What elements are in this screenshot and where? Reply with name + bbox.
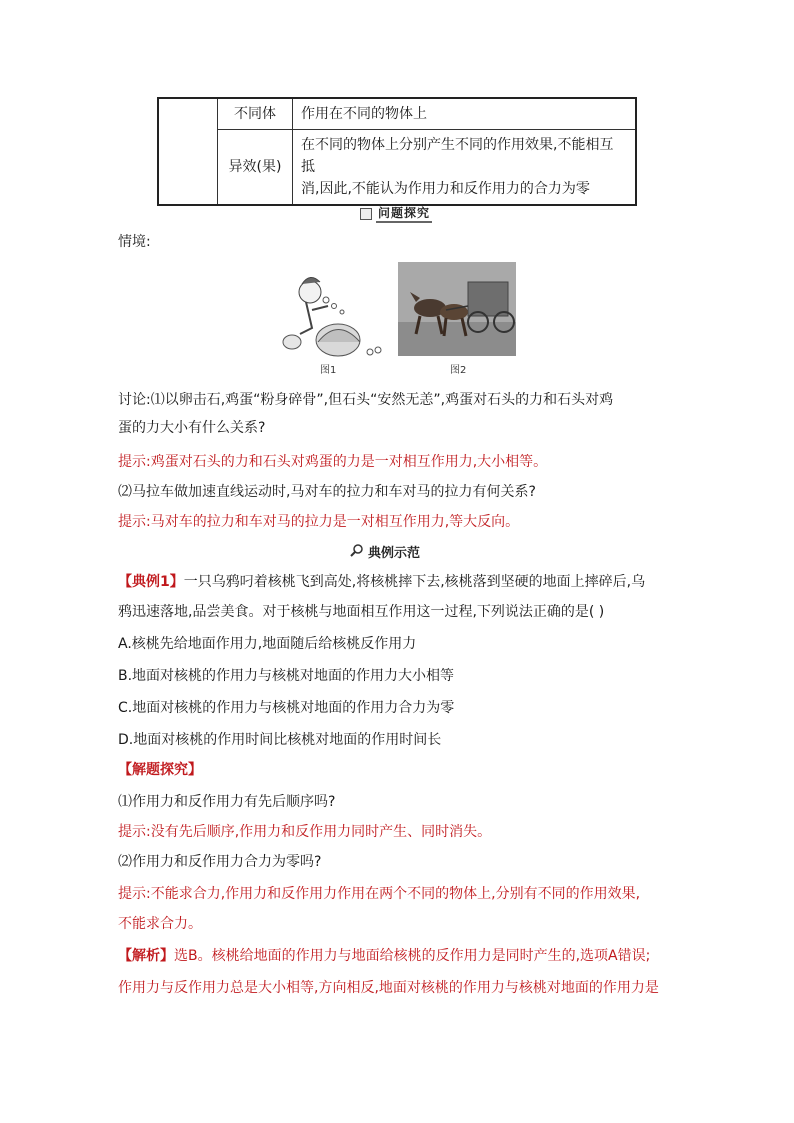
table-cell-line: 消,因此,不能认为作用力和反作用力的合力为零 (301, 181, 590, 197)
situation-label: 情境: (118, 234, 151, 250)
discussion-question-2: ⑵马拉车做加速直线运动时,马对车的拉力和车对马的拉力有何关系? (118, 484, 536, 500)
inquiry-hint-2-line-2: 不能求合力。 (118, 916, 202, 932)
table-row (158, 98, 636, 130)
egg-stone-illustration (278, 270, 386, 358)
option-b: B.地面对核桃的作用力与核桃对地面的作用力大小相等 (118, 668, 455, 684)
table-cell-line: 在不同的物体上分别产生不同的作用效果,不能相互抵 (301, 137, 614, 175)
table-cell-empty (158, 98, 218, 205)
analysis-line-2: 作用力与反作用力总是大小相等,方向相反,地面对核桃的作用力与核桃对地面的作用力是 (118, 980, 659, 996)
option-a: A.核桃先给地面作用力,地面随后给核桃反作用力 (118, 636, 417, 652)
property-table (157, 97, 637, 206)
discussion-hint-2: 提示:马对车的拉力和车对马的拉力是一对相互作用力,等大反向。 (118, 514, 520, 530)
table-row (158, 130, 636, 206)
section-title: 典例示范 (368, 546, 421, 561)
inquiry-hint-1: 提示:没有先后顺序,作用力和反作用力同时产生、同时消失。 (118, 824, 492, 840)
analysis-text: 选B。核桃给地面的作用力与地面给核桃的反作用力是同时产生的,选项A错误; (174, 948, 651, 964)
square-icon (360, 208, 372, 220)
inquiry-question-2: ⑵作用力和反作用力合力为零吗? (118, 854, 322, 870)
discussion-question-1-line-1: 讨论:⑴以卵击石,鸡蛋“粉身碎骨”,但石头“安然无恙”,鸡蛋对石头的力和石头对鸡 (118, 392, 614, 408)
table-cell-content (293, 130, 637, 206)
analysis-line-1 (118, 946, 650, 966)
figures (278, 262, 518, 374)
example-tag: 【典例1】 (118, 574, 184, 590)
section-banner-inquiry (360, 204, 432, 223)
inquiry-question-1: ⑴作用力和反作用力有先后顺序吗? (118, 794, 336, 810)
table-cell-content: 作用在不同的物体上 (293, 98, 637, 130)
table-cell-label: 不同体 (218, 98, 293, 130)
section-title: 问题探究 (376, 204, 432, 223)
example-stem-text: 一只乌鸦叼着核桃飞到高处,将核桃摔下去,核桃落到坚硬的地面上摔碎后,乌 (183, 574, 646, 590)
magnifier-icon (350, 543, 364, 561)
inquiry-tag: 【解题探究】 (118, 762, 202, 778)
option-c: C.地面对核桃的作用力与核桃对地面的作用力合力为零 (118, 700, 455, 716)
section-banner-example (350, 542, 420, 561)
inquiry-hint-2-line-1: 提示:不能求合力,作用力和反作用力作用在两个不同的物体上,分别有不同的作用效果, (118, 886, 641, 902)
figure-1-caption: 图1 (320, 365, 337, 376)
figure-2-caption: 图2 (450, 365, 467, 376)
situation-illustrations (278, 262, 518, 374)
discussion-hint-1: 提示:鸡蛋对石头的力和石头对鸡蛋的力是一对相互作用力,大小相等。 (118, 454, 548, 470)
example-stem-line-1 (118, 572, 645, 592)
horse-cart-photo (398, 262, 516, 356)
table-cell-label: 异效(果) (218, 130, 293, 206)
discussion-question-1-line-2: 蛋的力大小有什么关系? (118, 420, 266, 436)
option-d: D.地面对核桃的作用时间比核桃对地面的作用时间长 (118, 732, 442, 748)
analysis-tag: 【解析】 (118, 948, 174, 964)
example-stem-line-2: 鸦迅速落地,品尝美食。对于核桃与地面相互作用这一过程,下列说法正确的是( ) (118, 604, 605, 620)
